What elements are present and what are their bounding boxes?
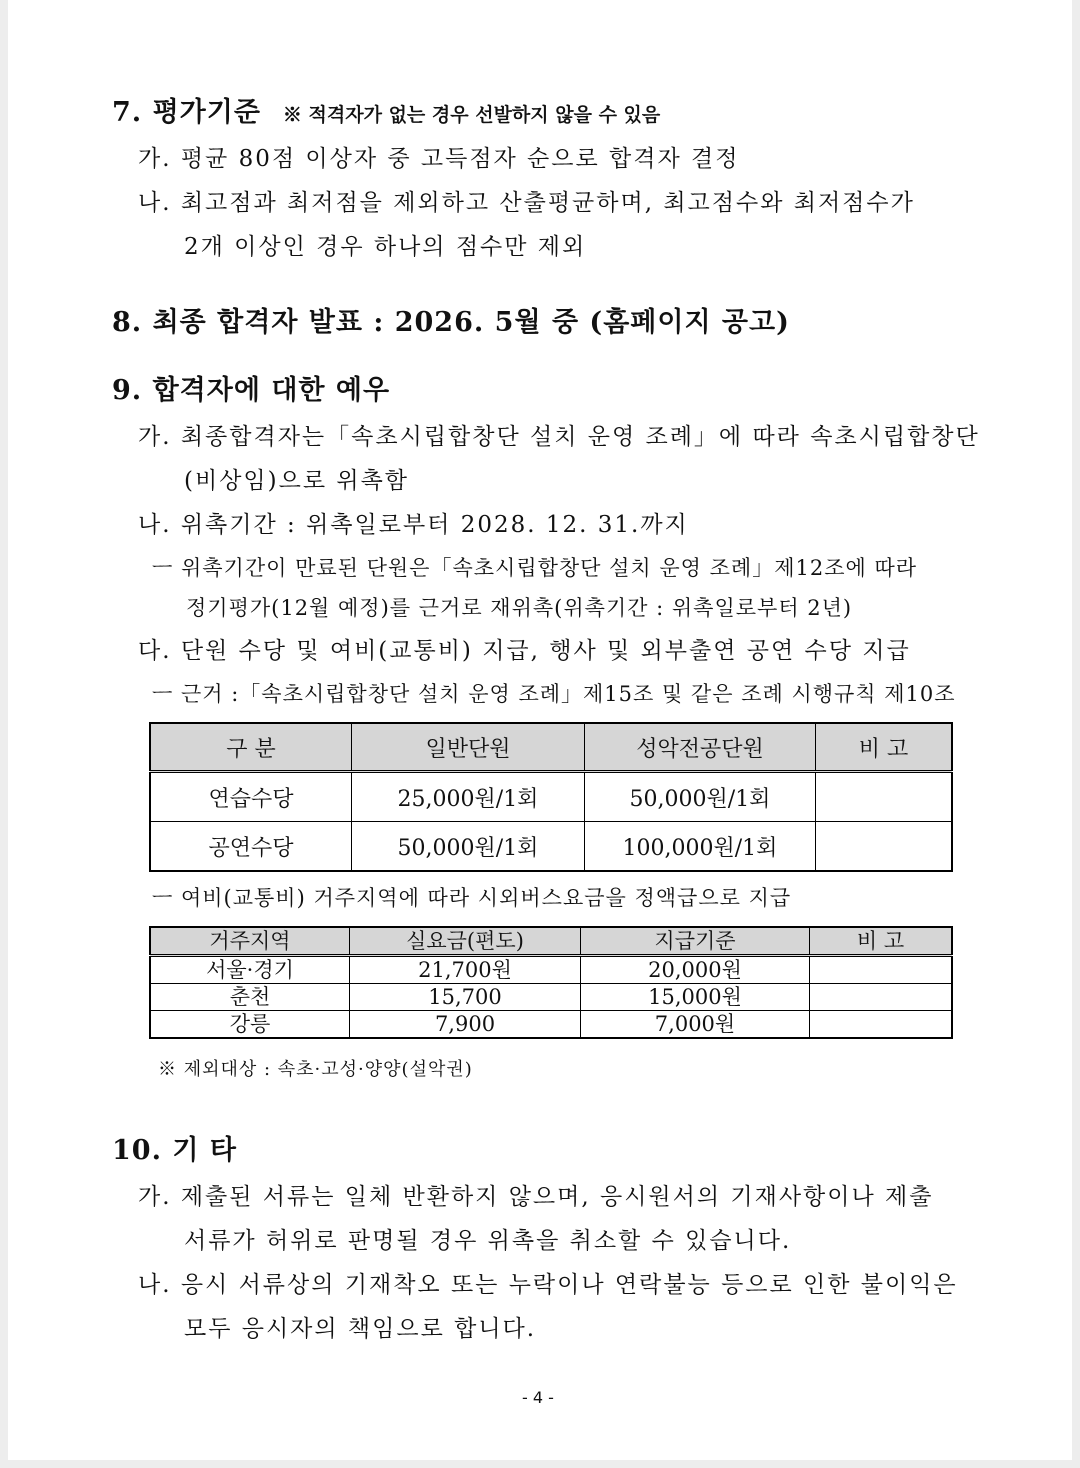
table-header-row: [150, 927, 952, 956]
section-10-item-na-line1: 나. 응시 서류상의 기재착오 또는 누락이나 연락불능 등으로 인한 불이익은: [138, 1272, 958, 1298]
table-cell: [810, 956, 953, 984]
table-header-cell: 실요금(편도): [350, 927, 581, 956]
table-cell: [810, 1011, 953, 1039]
table-header-cell: 성악전공단원: [585, 723, 816, 772]
section-8-heading: 8. 최종 합격자 발표 : 2026. 5월 중 (홈페이지 공고): [112, 307, 790, 338]
section-7-item-na-line1: 나. 최고점과 최저점을 제외하고 산출평균하며, 최고점수와 최저점수가: [138, 190, 915, 216]
document-page: [8, 0, 1072, 1460]
section-9-item-na: 나. 위촉기간 : 위촉일로부터 2028. 12. 31.까지: [138, 512, 689, 538]
table-row: [150, 956, 952, 984]
table-cell: 25,000원/1회: [352, 772, 585, 822]
table-cell: 공연수당: [150, 822, 352, 872]
section-7-item-na-line2: 2개 이상인 경우 하나의 점수만 제외: [184, 234, 587, 260]
section-9-item-da: 다. 단원 수당 및 여비(교통비) 지급, 행사 및 외부출연 공연 수당 지급: [138, 638, 911, 664]
section-9-dash-1-line1: ㅡ 위촉기간이 만료된 단원은「속초시립합창단 설치 운영 조례」제12조에 따라: [152, 556, 918, 580]
table-header-row: [150, 723, 952, 772]
table-cell: 강릉: [150, 1011, 350, 1039]
table-cell: 50,000원/1회: [585, 772, 816, 822]
page-number: - 4 -: [522, 1388, 554, 1407]
section-9-item-ga-line2: (비상임)으로 위촉함: [184, 468, 410, 494]
table-cell: 연습수당: [150, 772, 352, 822]
table-header-cell: 일반단원: [352, 723, 585, 772]
table-cell: 50,000원/1회: [352, 822, 585, 872]
section-9-dash-1-line2: 정기평가(12월 예정)를 근거로 재위촉(위촉기간 : 위촉일로부터 2년): [186, 596, 853, 620]
table-cell: 100,000원/1회: [585, 822, 816, 872]
travel-expense-table: [149, 926, 953, 1039]
section-10-item-ga-line2: 서류가 허위로 판명될 경우 위촉을 취소할 수 있습니다.: [184, 1228, 792, 1254]
table-row: [150, 984, 952, 1011]
table-row: [150, 1011, 952, 1039]
table-cell: 7,000원: [581, 1011, 810, 1039]
table-cell: 21,700원: [350, 956, 581, 984]
table-cell: 20,000원: [581, 956, 810, 984]
section-10-heading: 10. 기 타: [112, 1135, 237, 1166]
table-row: [150, 772, 952, 822]
table-cell: 7,900: [350, 1011, 581, 1039]
section-9-item-ga-line1: 가. 최종합격자는「속초시립합창단 설치 운영 조례」에 따라 속초시립합창단: [138, 424, 980, 450]
section-7-title: 7. 평가기준: [112, 97, 261, 128]
exclusion-note: ※ 제외대상 : 속초·고성·양양(설악권): [158, 1059, 473, 1080]
section-7-heading: [112, 90, 660, 129]
section-9-dash-2: ㅡ 근거 :「속초시립합창단 설치 운영 조례」제15조 및 같은 조례 시행규칙 제10조: [152, 682, 956, 706]
table-header-cell: 비 고: [816, 723, 953, 772]
table-cell: [816, 772, 953, 822]
section-7-note: ※ 적격자가 없는 경우 선발하지 않을 수 있음: [282, 104, 661, 126]
section-7-item-ga: 가. 평균 80점 이상자 중 고득점자 순으로 합격자 결정: [138, 146, 740, 172]
table-cell: 춘천: [150, 984, 350, 1011]
section-9-heading: 9. 합격자에 대한 예우: [112, 375, 391, 406]
section-9-dash-3: ㅡ 여비(교통비) 거주지역에 따라 시외버스요금을 정액급으로 지급: [152, 886, 792, 910]
table-cell: 서울·경기: [150, 956, 350, 984]
table-header-cell: 지급기준: [581, 927, 810, 956]
allowance-table: [149, 722, 953, 872]
table-cell: 15,700: [350, 984, 581, 1011]
section-10-item-ga-line1: 가. 제출된 서류는 일체 반환하지 않으며, 응시원서의 기재사항이나 제출: [138, 1184, 934, 1210]
section-10-item-na-line2: 모두 응시자의 책임으로 합니다.: [184, 1316, 537, 1342]
table-row: [150, 822, 952, 872]
table-header-cell: 구 분: [150, 723, 352, 772]
table-header-cell: 비 고: [810, 927, 953, 956]
table-header-cell: 거주지역: [150, 927, 350, 956]
table-cell: [810, 984, 953, 1011]
table-cell: 15,000원: [581, 984, 810, 1011]
table-cell: [816, 822, 953, 872]
